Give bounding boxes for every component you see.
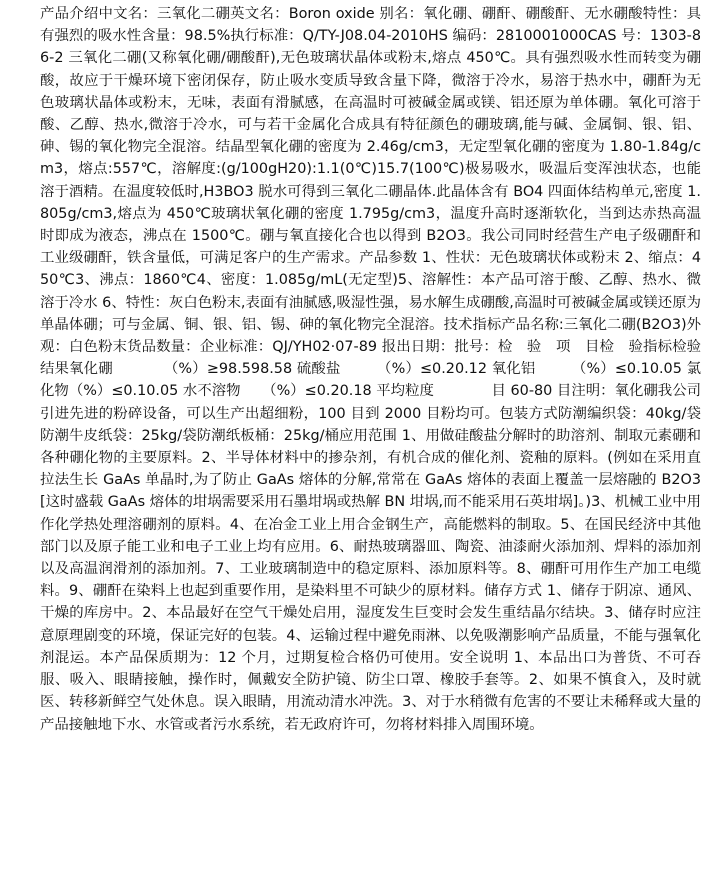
product-description-text: 产品介绍中文名：三氧化二硼英文名：Boron oxide 别名：氧化硼、硼酐、硼酸酐、无水硼酸特性：具有强烈的吸水性含量：98.5%执行标准：Q/TY-J08.04-2010HS 编码：2810001000CAS 号：1303-86-2 三氧化二硼(又称氧化硼/硼酸酐),无色玻璃状晶体或粉末,熔点 450℃。具有强烈吸水性而转变为硼酸，故应于干燥环境下密闭保存，防止吸水变质导致含量下降，微溶于冷水，易溶于热水中，硼酐为无色玻璃状晶体或粉末，无味，表面有滑腻感，在高温时可被碱金属或镁、铝还原为单体硼。氧化可溶于酸、乙醇、热水,微溶于冷水，可与若干金属化合成具有特征颜色的硼玻璃,能与碱、金属铜、银、铝、砷、锡的氧化物完全混溶。结晶型氧化硼的密度为 2.46g/cm3，无定型氧化硼的密度为 1.80-1.84g/cm3，熔点:557℃，溶解度:(g/100gH20):1.1(0℃)15.7(100℃)极易吸水，吸温后变浑浊状态，也能溶于酒精。在温度较低时,H3BO3 脱水可得到三氧化二硼晶体.此晶体含有 BO4 四面体结构单元,密度 1.805g/cm3,熔点为 450℃玻璃状氧化硼的密度 1.795g/cm3，温度升高时逐渐软化，当到达赤热高温时即成为液态，沸点在 1500℃。硼与氧直接化合也以得到 B2O3。我公司同时经营生产电子级硼酐和工业级硼酐，铁含量低，可满足客户的生产需求。产品参数 1、性状：无色玻璃状体或粉末 2、缩点：450℃3、沸点：1860℃4、密度：1.085g/mL(无定型)5、溶解性：本产品可溶于酸、乙醇、热水、微溶于冷水 6、特性：灰白色粉末,表面有油腻感,吸湿性强，易水解生成硼酸,高温时可被碱金属或镁还原为单晶体硼；可与金属、铜、银、铝、锡、砷的氧化物完全混溶。技术指标产品名称:三氧化二硼(B2O3)外观：白色粉末货品数量：企业标准：QJ/YH02·07-89 报出日期：批号：检 验 项 目检 验指标检验结果氧化硼 （%）≥98.598.58 硫酸盐 （%）≤0.20.12 氧化铝 （%）≤0.10.05 氯化物（%）≤0.10.05 水不溶物 （%）≤0.20.18 平均粒度 目 60-80 目注明：氧化硼我公司引进先进的粉碎设备，可以生产出超细粉，100 目到 2000 目粉均可。包装方式防潮编织袋：40kg/袋防潮牛皮纸袋：25kg/袋防潮纸板桶：25kg/桶应用范围 1、用做硅酸盐分解时的助溶剂、制取元素硼和各种硼化物的主要原料。2、半导体材料中的掺杂剂，有机合成的催化剂、瓷釉的原料。(例如在采用直拉法生长 GaAs 单晶时,为了防止 GaAs 熔体的分解,常常在 GaAs 熔体的表面上覆盖一层熔融的 B2O3 [这时盛载 GaAs 熔体的坩埚需要采用石墨坩埚或热解 BN 坩埚,而不能采用石英坩埚]。)3、机械工业中用作化学热处理溶硼剂的原料。4、在冶金工业上用合金钢生产，高能燃料的制取。5、在国民经济中其他部门以及原子能工业和电子工业上均有应用。6、耐热玻璃器皿、陶瓷、油漆耐火添加剂、焊料的添加剂以及高温润滑剂的添加剂。7、工业玻璃制造中的稳定原料、添加原料等。8、硼酐可用作生产加工电缆料。9、硼酐在染料上也起到重要作用，是染料里不可缺少的原材料。储存方式 1、储存于阴凉、通风、干燥的库房中。2、本品最好在空气干燥处启用，湿度发生巨变时会发生重结晶尔结块。3、储存时应注意原理剧变的环境，保证完好的包装。4、运输过程中避免雨淋、以免吸潮影响产品质量，不能与强氧化剂混运。本产品保质期为：12 个月，过期复检合格仍可使用。安全说明 1、本品出口为普货、不可吞服、吸入、眼睛接触，操作时，佩戴安全防护镜、防尘口罩、橡胶手套等。2、如果不慎食入，及时就医、转移新鲜空气处休息。误入眼睛，用流动清水冲洗。3、对于水稍微有危害的不要让未稀释或大量的产品接触地下水、水管或者污水系统，若无政府许可，勿将材料排入周围环境。 xyxy=(40,6,701,733)
